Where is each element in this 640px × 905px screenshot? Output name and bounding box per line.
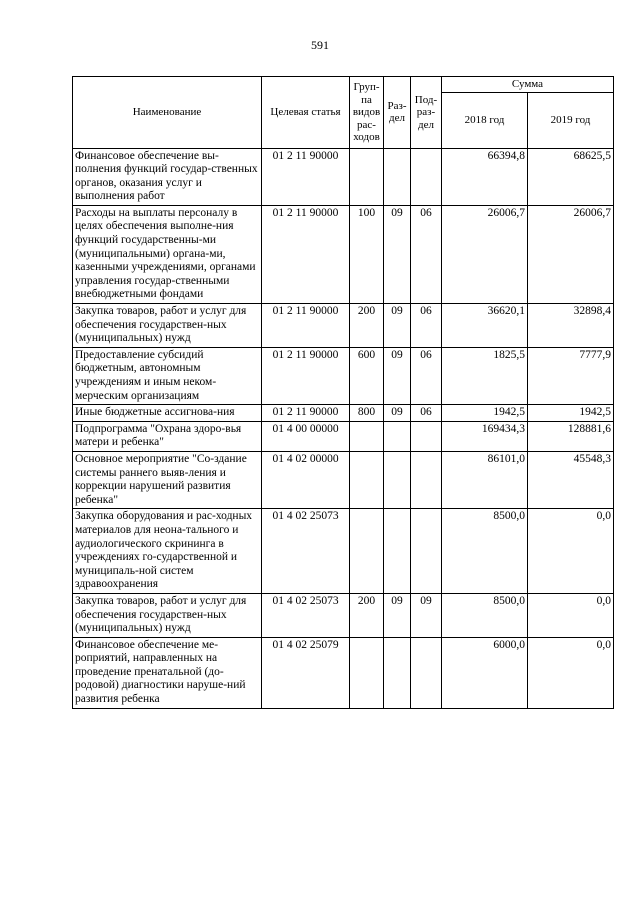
row-target-article: 01 2 11 90000 — [262, 347, 350, 404]
row-section: 09 — [384, 205, 411, 303]
table-row — [73, 421, 614, 451]
header-target-article: Целевая статья — [262, 77, 350, 149]
row-subsection — [411, 148, 442, 205]
row-section — [384, 421, 411, 451]
row-sum-2018: 169434,3 — [442, 421, 528, 451]
row-sum-2018: 6000,0 — [442, 637, 528, 708]
row-subsection: 09 — [411, 593, 442, 637]
row-expense-group: 200 — [350, 593, 384, 637]
row-sum-2018: 26006,7 — [442, 205, 528, 303]
row-subsection — [411, 421, 442, 451]
row-target-article: 01 2 11 90000 — [262, 148, 350, 205]
table-row — [73, 509, 614, 594]
row-section: 09 — [384, 593, 411, 637]
row-expense-group: 600 — [350, 347, 384, 404]
table-row — [73, 637, 614, 708]
row-subsection: 06 — [411, 304, 442, 348]
row-name: Основное мероприятие "Со-здание системы раннего выяв-ления и коррекции нарушений развития ребенка" — [73, 451, 262, 508]
row-subsection — [411, 451, 442, 508]
row-section — [384, 637, 411, 708]
table-row — [73, 148, 614, 205]
row-sum-2018: 8500,0 — [442, 509, 528, 594]
row-subsection: 06 — [411, 405, 442, 422]
row-section — [384, 148, 411, 205]
row-target-article: 01 4 02 25079 — [262, 637, 350, 708]
row-name: Закупка товаров, работ и услуг для обеспечения государствен-ных (муниципальных) нужд — [73, 593, 262, 637]
row-sum-2019: 45548,3 — [528, 451, 614, 508]
row-target-article: 01 2 11 90000 — [262, 405, 350, 422]
row-name: Финансовое обеспечение вы-полнения функций государ-ственных органов, оказания услуг и выполнения работ — [73, 148, 262, 205]
table-row — [73, 405, 614, 422]
row-expense-group: 200 — [350, 304, 384, 348]
row-target-article: 01 4 02 25073 — [262, 509, 350, 594]
budget-table — [72, 76, 614, 709]
row-subsection: 06 — [411, 347, 442, 404]
row-section: 09 — [384, 405, 411, 422]
row-subsection — [411, 509, 442, 594]
row-sum-2019: 26006,7 — [528, 205, 614, 303]
header-subsection: Под-раз-дел — [411, 77, 442, 149]
row-sum-2018: 86101,0 — [442, 451, 528, 508]
row-sum-2018: 36620,1 — [442, 304, 528, 348]
row-expense-group — [350, 509, 384, 594]
row-sum-2019: 1942,5 — [528, 405, 614, 422]
table-row — [73, 593, 614, 637]
row-expense-group — [350, 451, 384, 508]
row-sum-2019: 0,0 — [528, 509, 614, 594]
header-year-2018: 2018 год — [442, 92, 528, 148]
row-target-article: 01 4 00 00000 — [262, 421, 350, 451]
row-name: Иные бюджетные ассигнова-ния — [73, 405, 262, 422]
header-section: Раз-дел — [384, 77, 411, 149]
row-target-article: 01 2 11 90000 — [262, 205, 350, 303]
row-expense-group: 800 — [350, 405, 384, 422]
row-subsection — [411, 637, 442, 708]
row-sum-2019: 32898,4 — [528, 304, 614, 348]
page-number: 591 — [311, 38, 329, 52]
header-name: Наименование — [73, 77, 262, 149]
row-target-article: 01 2 11 90000 — [262, 304, 350, 348]
row-sum-2019: 0,0 — [528, 593, 614, 637]
row-expense-group: 100 — [350, 205, 384, 303]
row-sum-2018: 8500,0 — [442, 593, 528, 637]
row-sum-2019: 128881,6 — [528, 421, 614, 451]
row-name: Закупка оборудования и рас-ходных материалов для неона-тального и аудиологического скрининга в учреждениях го-сударственной и муниципаль-ной систем здравоохранения — [73, 509, 262, 594]
table-body — [73, 148, 614, 708]
row-sum-2018: 1825,5 — [442, 347, 528, 404]
row-target-article: 01 4 02 25073 — [262, 593, 350, 637]
row-name: Закупка товаров, работ и услуг для обеспечения государствен-ных (муниципальных) нужд — [73, 304, 262, 348]
row-name: Расходы на выплаты персоналу в целях обеспечения выполне-ния функций государственны-ми (муниципальными) органа-ми, казенными учреждениями, органами управления государ-ственными внебюджетными фондами — [73, 205, 262, 303]
table-row — [73, 304, 614, 348]
header-expense-group: Груп-па видов рас-ходов — [350, 77, 384, 149]
row-sum-2018: 66394,8 — [442, 148, 528, 205]
row-sum-2019: 0,0 — [528, 637, 614, 708]
row-section — [384, 451, 411, 508]
row-section: 09 — [384, 347, 411, 404]
row-expense-group — [350, 148, 384, 205]
table-row — [73, 205, 614, 303]
row-sum-2019: 68625,5 — [528, 148, 614, 205]
row-sum-2019: 7777,9 — [528, 347, 614, 404]
row-target-article: 01 4 02 00000 — [262, 451, 350, 508]
row-expense-group — [350, 421, 384, 451]
header-sum: Сумма — [442, 77, 614, 93]
row-section — [384, 509, 411, 594]
header-year-2019: 2019 год — [528, 92, 614, 148]
table-row — [73, 451, 614, 508]
row-sum-2018: 1942,5 — [442, 405, 528, 422]
row-section: 09 — [384, 304, 411, 348]
table-row — [73, 347, 614, 404]
row-name: Предоставление субсидий бюджетным, автономным учреждениям и иным неком-мерческим организациям — [73, 347, 262, 404]
row-name: Подпрограмма "Охрана здоро-вья матери и ребенка" — [73, 421, 262, 451]
row-subsection: 06 — [411, 205, 442, 303]
row-name: Финансовое обеспечение ме-роприятий, направленных на проведение пренатальной (до-родовой) диагностики наруше-ний развития ребенка — [73, 637, 262, 708]
row-expense-group — [350, 637, 384, 708]
